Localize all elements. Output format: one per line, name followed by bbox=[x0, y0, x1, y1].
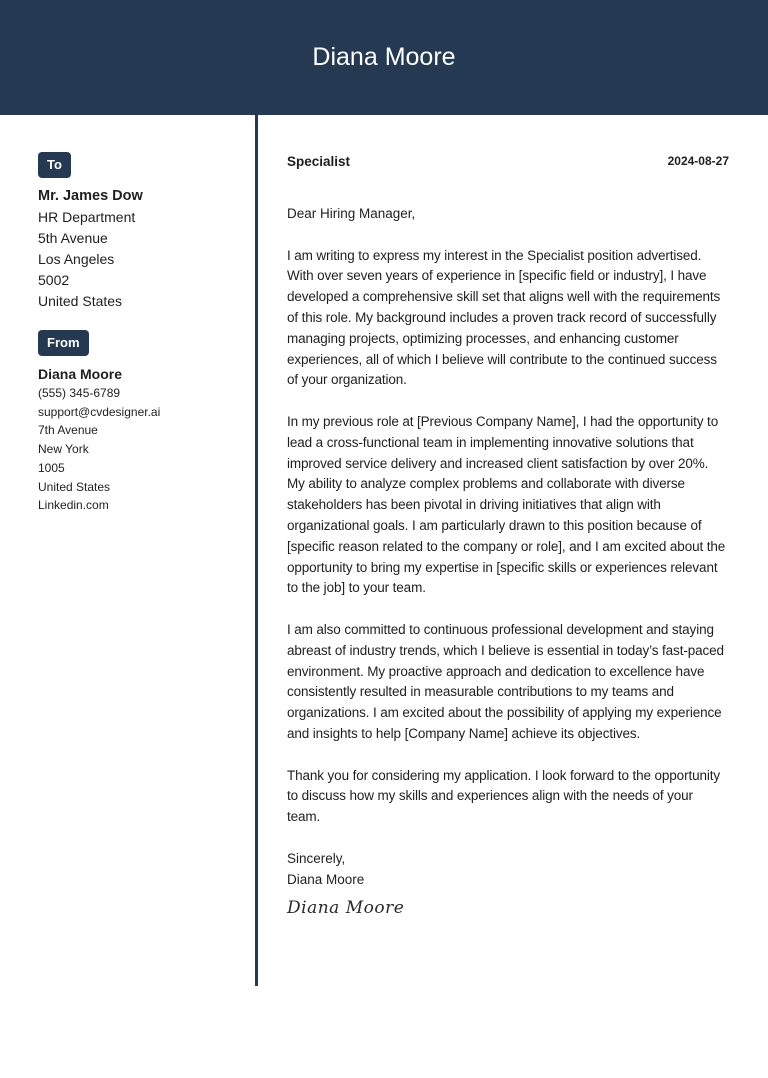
paragraph: I am also committed to continuous professional development and staying abreast of industry trends, which I believe is essential in today’s fast-paced environment. My proactive approach and dedication to excellence have consistently resulted in measurable contributions to my teams and organizations. I am excited about the possibility of applying my experience and insights to help [Company Name] achieve its objectives. bbox=[287, 621, 724, 741]
sender-name: Diana Moore bbox=[38, 366, 123, 382]
to-badge: To bbox=[38, 152, 71, 178]
closing-phrase: Sincerely, bbox=[287, 850, 346, 866]
letter-date: 2024-08-27 bbox=[667, 154, 729, 168]
sender-linkedin: Linkedin.com bbox=[38, 498, 109, 513]
paragraph: In my previous role at [Previous Company Name], I had the opportunity to lead a cross-functional team in implementing innovative solutions that improved service delivery and increased client satisfaction by over 20%. My ability to analyze complex problems and collaborate with diverse stakeholders has been pivotal in driving initiatives that align with organizational goals. I am particularly drawn to this position because of [specific reason related to the company or role], and I am excited about the opportunity to bring my expertise in [specific skills or experiences relevant to the job] to your team. bbox=[287, 413, 726, 596]
sender-email: support@cvdesigner.ai bbox=[38, 404, 161, 419]
letter-body bbox=[287, 152, 729, 918]
sender-zip: 1005 bbox=[38, 460, 65, 475]
recipient-department: HR Department bbox=[38, 209, 136, 225]
recipient-city: Los Angeles bbox=[38, 251, 115, 267]
paragraph: I am writing to express my interest in the Specialist position advertised. With over seven years of experience in [specific field or industry], I have developed a comprehensive skill set that aligns well with the requirements of this role. My background includes a proven track record of successfully managing projects, optimizing processes, and enhancing customer experiences, all of which I believe will contribute to the continued success of your organization. bbox=[287, 247, 721, 388]
sender-country: United States bbox=[38, 479, 111, 494]
letter-header bbox=[287, 152, 729, 174]
recipient-name: Mr. James Dow bbox=[38, 188, 143, 204]
recipient-block bbox=[38, 186, 243, 312]
header-banner bbox=[0, 0, 768, 115]
recipient-street: 5th Avenue bbox=[38, 230, 108, 246]
position-title: Specialist bbox=[287, 154, 351, 169]
closing bbox=[287, 849, 729, 891]
sender-street: 7th Avenue bbox=[38, 423, 98, 438]
sender-city: New York bbox=[38, 442, 89, 457]
from-badge: From bbox=[38, 330, 89, 356]
paragraph: Thank you for considering my application. I look forward to the opportunity to discuss how my skills and experiences align with the needs of your team. bbox=[287, 767, 720, 825]
recipient-zip: 5002 bbox=[38, 272, 70, 288]
sidebar bbox=[38, 152, 243, 515]
handwritten-signature: Diana Moore bbox=[287, 898, 405, 919]
salutation: Dear Hiring Manager, bbox=[287, 206, 416, 221]
signoff-name: Diana Moore bbox=[287, 871, 365, 887]
sender-phone: (555) 345-6789 bbox=[38, 386, 121, 400]
vertical-divider bbox=[255, 115, 258, 986]
applicant-name: Diana Moore bbox=[312, 43, 456, 71]
recipient-country: United States bbox=[38, 293, 123, 309]
sender-block bbox=[38, 364, 243, 515]
